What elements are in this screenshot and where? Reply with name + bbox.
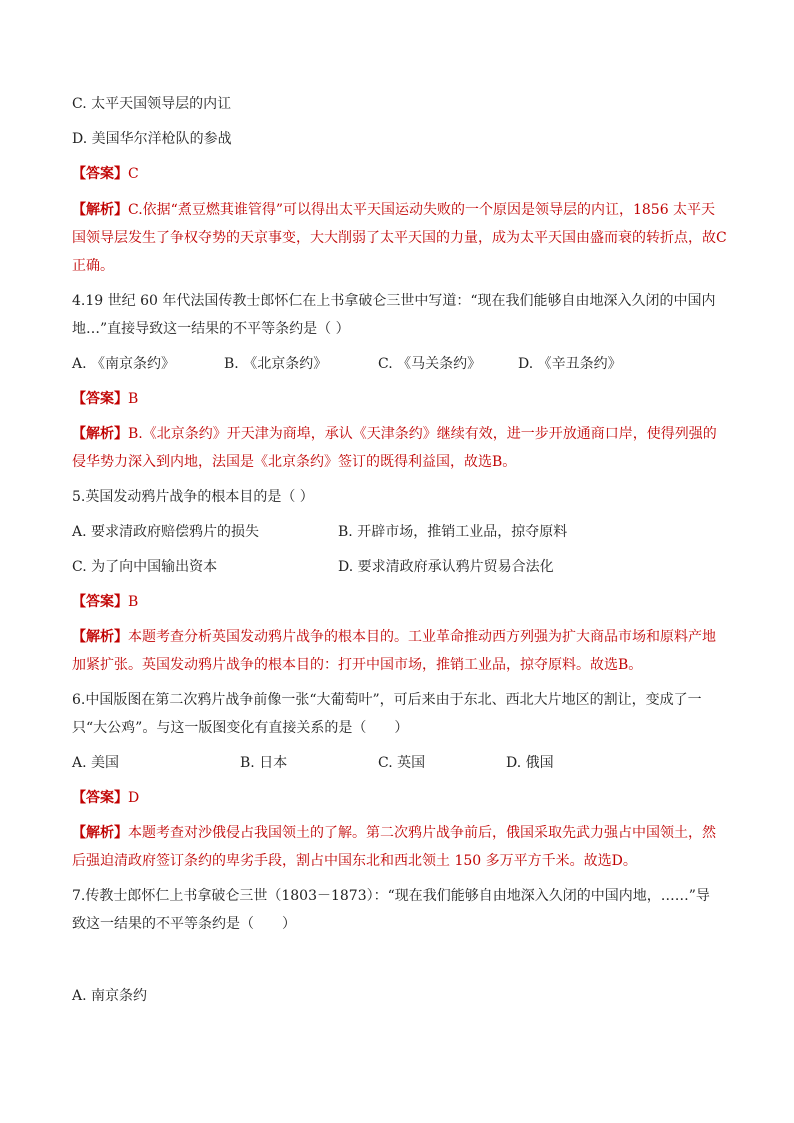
analysis-tag: 【解析】 <box>72 426 128 442</box>
analysis-tag: 【解析】 <box>72 202 128 218</box>
q6-option-a: A. 美国 <box>72 755 120 771</box>
q6-analysis-line-1 <box>72 823 724 843</box>
answer-tag: 【答案】 <box>72 391 128 407</box>
q3-analysis-line-1 <box>72 200 724 220</box>
answer-value: C <box>128 166 139 182</box>
analysis-text: 本题考查对沙俄侵占我国领土的了解。第二次鸦片战争前后，俄国采取先武力强占中国领土，然 <box>128 825 716 841</box>
analysis-tag: 【解析】 <box>72 629 128 645</box>
q3-analysis-line-3: 正确。 <box>72 258 114 274</box>
q6-stem-line-2: 只“大公鸡”。与这一版图变化有直接关系的是（ ） <box>72 720 409 736</box>
q5-option-d: D. 要求清政府承认鸦片贸易合法化 <box>338 559 554 575</box>
q6-option-c: C. 英国 <box>378 755 426 771</box>
q5-option-b: B. 开辟市场，推销工业品，掠夺原料 <box>338 524 568 540</box>
q5-analysis-line-1 <box>72 627 724 647</box>
q5-option-c: C. 为了向中国输出资本 <box>72 559 218 575</box>
q6-option-b: B. 日本 <box>240 755 288 771</box>
answer-value: B <box>128 391 139 407</box>
q6-option-d: D. 俄国 <box>506 755 554 771</box>
q6-answer <box>72 788 724 808</box>
q3-answer <box>72 164 724 184</box>
analysis-text: C.依据“煮豆燃萁谁管得”可以得出太平天国运动失败的一个原因是领导层的内讧，1856 太平天 <box>128 202 716 218</box>
q4-analysis-line-2: 侵华势力深入到内地，法国是《北京条约》签订的既得利益国，故选B。 <box>72 454 517 470</box>
q5-answer <box>72 592 724 612</box>
q5-stem: 5.英国发动鸦片战争的根本目的是（ ） <box>72 489 314 505</box>
q3-analysis-line-2: 国领导层发生了争权夺势的天京事变，大大削弱了太平天国的力量，成为太平天国由盛而衰的转折点，故C <box>72 230 727 246</box>
answer-tag: 【答案】 <box>72 790 128 806</box>
q6-analysis-line-2: 后强迫清政府签订条约的卑劣手段，割占中国东北和西北领土 150 多万平方千米。故选D。 <box>72 853 637 869</box>
q3-option-d: D. 美国华尔洋枪队的参战 <box>72 131 232 147</box>
q7-stem-line-1: 7.传教士郎怀仁上书拿破仑三世（1803－1873）：“现在我们能够自由地深入久闭的中国内地，……”导 <box>72 888 710 904</box>
q4-option-a: A. 《南京条约》 <box>72 356 176 372</box>
q5-analysis-line-2: 加紧扩张。英国发动鸦片战争的根本目的：打开中国市场，推销工业品，掠夺原料。故选B。 <box>72 657 643 673</box>
q4-option-c: C. 《马关条约》 <box>378 356 482 372</box>
q4-option-d: D. 《辛丑条约》 <box>518 356 622 372</box>
q6-stem-line-1: 6.中国版图在第二次鸦片战争前像一张“大葡萄叶”，可后来由于东北、西北大片地区的割让，变成了一 <box>72 692 702 708</box>
q4-option-b: B. 《北京条约》 <box>224 356 328 372</box>
q4-answer <box>72 389 724 409</box>
analysis-text: 本题考查分析英国发动鸦片战争的根本目的。工业革命推动西方列强为扩大商品市场和原料产地 <box>128 629 716 645</box>
answer-value: D <box>128 790 140 806</box>
analysis-text: B.《北京条约》开天津为商埠，承认《天津条约》继续有效，进一步开放通商口岸，使得列强的 <box>128 426 717 442</box>
answer-value: B <box>128 594 139 610</box>
q4-stem-line-2: 地…”直接导致这一结果的不平等条约是（ ） <box>72 321 350 337</box>
q4-analysis-line-1 <box>72 424 724 444</box>
analysis-tag: 【解析】 <box>72 825 128 841</box>
q7-option-a: A. 南京条约 <box>72 988 148 1004</box>
q4-stem-line-1: 4.19 世纪 60 年代法国传教士郎怀仁在上书拿破仑三世中写道：“现在我们能够自由地深入久闭的中国内 <box>72 293 716 309</box>
q7-stem-line-2: 致这一结果的不平等条约是（ ） <box>72 916 296 932</box>
q5-option-a: A. 要求清政府赔偿鸦片的损失 <box>72 524 260 540</box>
q3-option-c: C. 太平天国领导层的内讧 <box>72 96 232 112</box>
answer-tag: 【答案】 <box>72 594 128 610</box>
answer-tag: 【答案】 <box>72 166 128 182</box>
